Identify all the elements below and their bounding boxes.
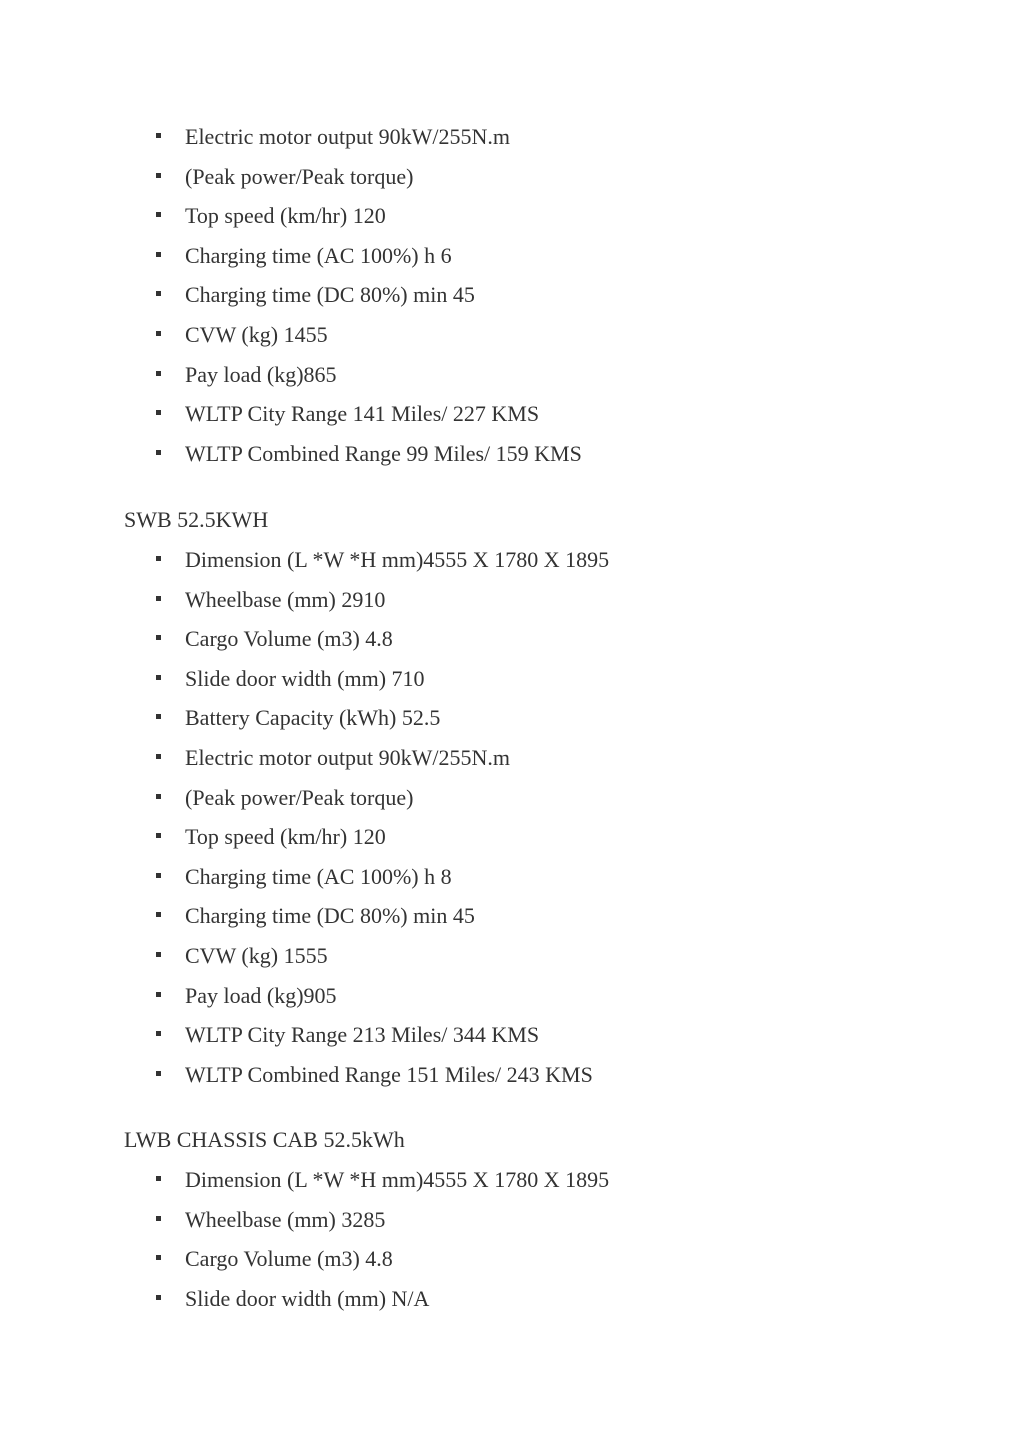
list-item: Pay load (kg)865 <box>0 362 1023 402</box>
spec-list <box>0 1167 1023 1325</box>
bullet-icon <box>156 212 161 217</box>
bullet-icon <box>156 635 161 640</box>
list-item: CVW (kg) 1455 <box>0 322 1023 362</box>
section-heading: SWB 52.5KWH <box>124 507 269 532</box>
bullet-icon <box>156 410 161 415</box>
list-item: Slide door width (mm) N/A <box>0 1286 1023 1326</box>
list-item: (Peak power/Peak torque) <box>0 785 1023 825</box>
list-item: WLTP Combined Range 99 Miles/ 159 KMS <box>0 441 1023 481</box>
bullet-icon <box>156 252 161 257</box>
list-item: Dimension (L *W *H mm)4555 X 1780 X 1895 <box>0 547 1023 587</box>
bullet-icon <box>156 794 161 799</box>
bullet-icon <box>156 992 161 997</box>
list-item: Charging time (AC 100%) h 6 <box>0 243 1023 283</box>
list-item: Top speed (km/hr) 120 <box>0 824 1023 864</box>
bullet-icon <box>156 291 161 296</box>
bullet-icon <box>156 1071 161 1076</box>
bullet-icon <box>156 1295 161 1300</box>
list-item: Wheelbase (mm) 3285 <box>0 1207 1023 1247</box>
list-item: WLTP City Range 213 Miles/ 344 KMS <box>0 1022 1023 1062</box>
list-item: CVW (kg) 1555 <box>0 943 1023 983</box>
list-item: Electric motor output 90kW/255N.m <box>0 745 1023 785</box>
section-heading: LWB CHASSIS CAB 52.5kWh <box>124 1127 405 1152</box>
bullet-icon <box>156 596 161 601</box>
bullet-icon <box>156 952 161 957</box>
bullet-icon <box>156 331 161 336</box>
list-item: Battery Capacity (kWh) 52.5 <box>0 705 1023 745</box>
bullet-icon <box>156 1031 161 1036</box>
list-item: Pay load (kg)905 <box>0 983 1023 1023</box>
bullet-icon <box>156 450 161 455</box>
bullet-icon <box>156 1255 161 1260</box>
list-item: Charging time (DC 80%) min 45 <box>0 903 1023 943</box>
bullet-icon <box>156 1176 161 1181</box>
list-item: Dimension (L *W *H mm)4555 X 1780 X 1895 <box>0 1167 1023 1207</box>
list-item: Slide door width (mm) 710 <box>0 666 1023 706</box>
list-item: WLTP Combined Range 151 Miles/ 243 KMS <box>0 1062 1023 1102</box>
list-item: Charging time (AC 100%) h 8 <box>0 864 1023 904</box>
bullet-icon <box>156 912 161 917</box>
list-item: WLTP City Range 141 Miles/ 227 KMS <box>0 401 1023 441</box>
bullet-icon <box>156 1216 161 1221</box>
bullet-icon <box>156 714 161 719</box>
spec-list <box>0 124 1023 480</box>
bullet-icon <box>156 173 161 178</box>
list-item: Charging time (DC 80%) min 45 <box>0 282 1023 322</box>
bullet-icon <box>156 556 161 561</box>
list-item: Cargo Volume (m3) 4.8 <box>0 1246 1023 1286</box>
list-item: Wheelbase (mm) 2910 <box>0 587 1023 627</box>
bullet-icon <box>156 873 161 878</box>
list-item: Cargo Volume (m3) 4.8 <box>0 626 1023 666</box>
bullet-icon <box>156 675 161 680</box>
list-item: Electric motor output 90kW/255N.m <box>0 124 1023 164</box>
spec-list <box>0 547 1023 1101</box>
bullet-icon <box>156 754 161 759</box>
bullet-icon <box>156 371 161 376</box>
list-item: (Peak power/Peak torque) <box>0 164 1023 204</box>
bullet-icon <box>156 833 161 838</box>
list-item: Top speed (km/hr) 120 <box>0 203 1023 243</box>
bullet-icon <box>156 133 161 138</box>
